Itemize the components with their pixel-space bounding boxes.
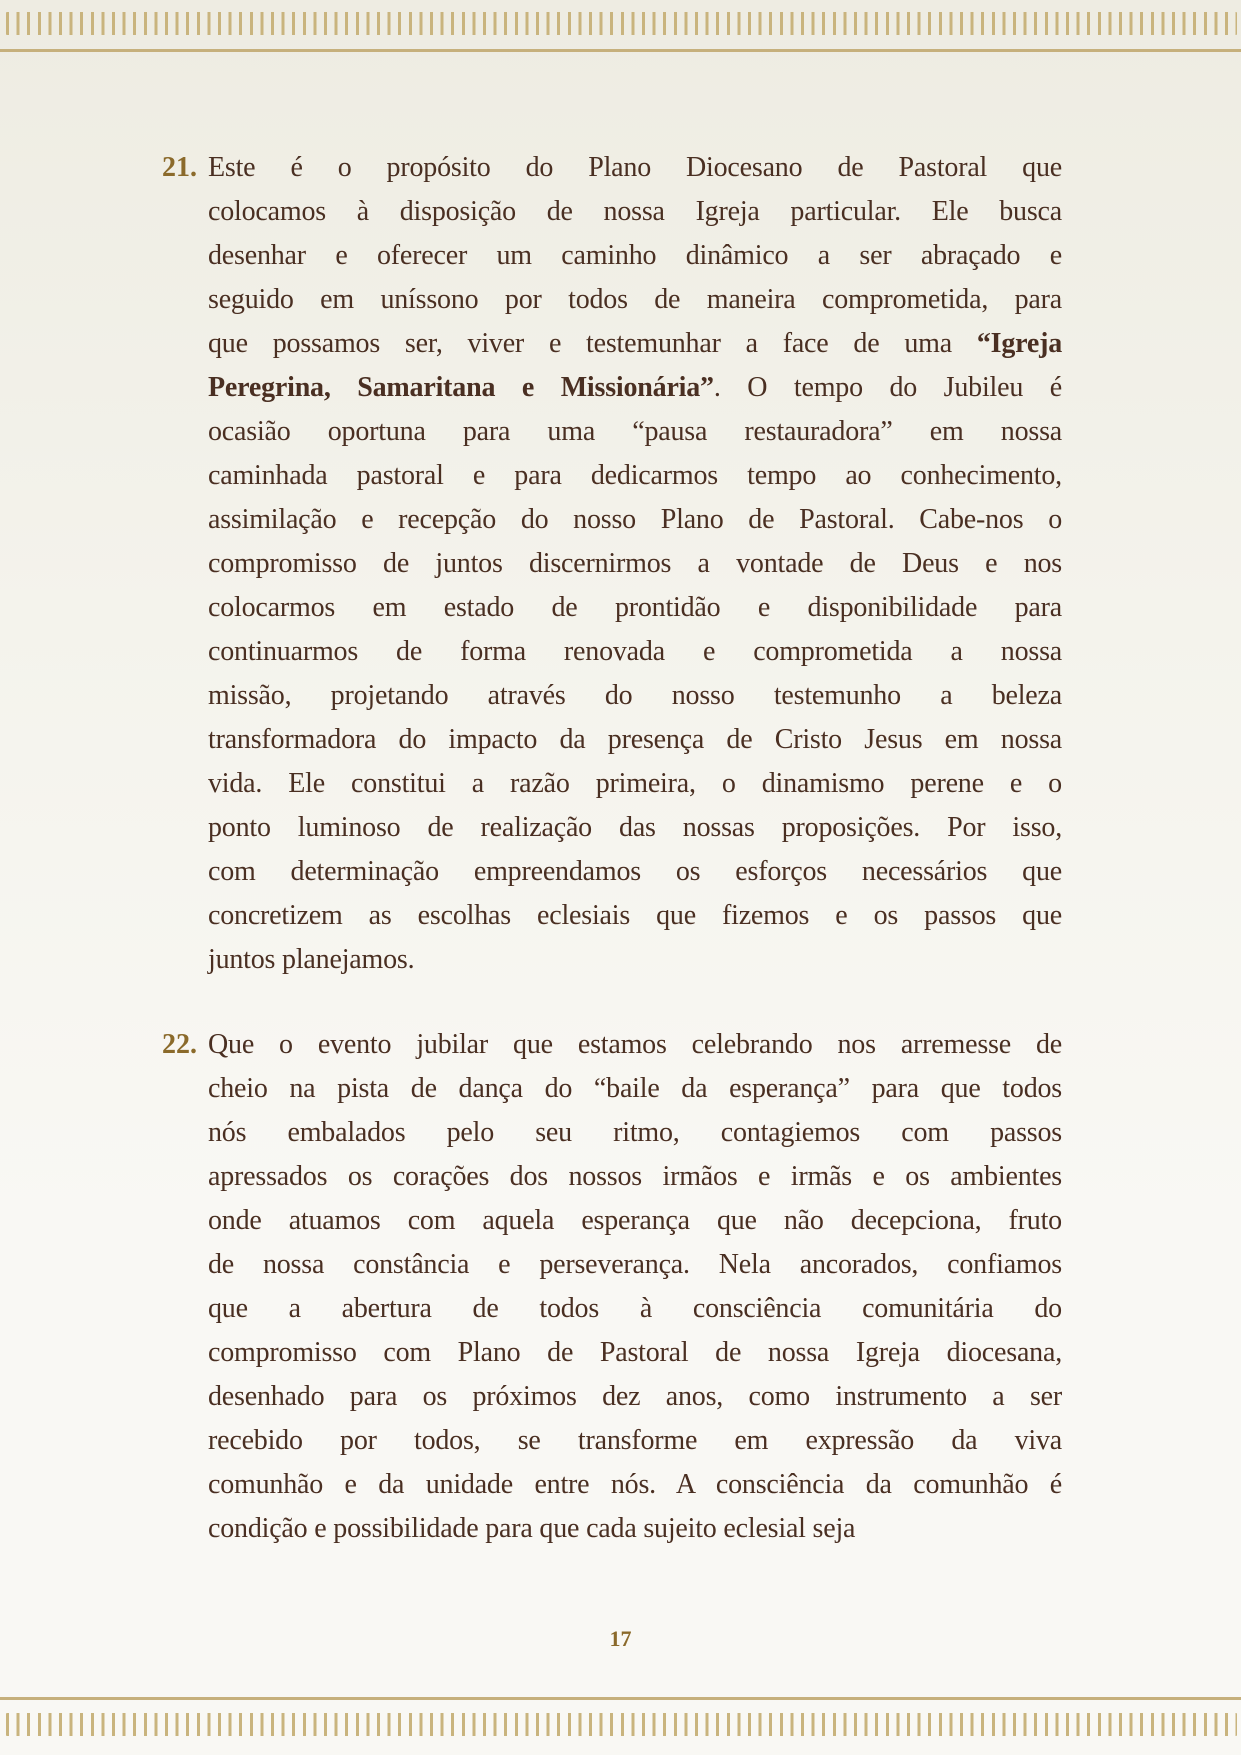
- text-line: [208, 234, 1062, 278]
- text-segment: transformadora do impacto da presença de Cristo Jesus em nossa: [208, 724, 1062, 755]
- text-segment: desenhado para os próximos dez anos, como instrumento a ser: [208, 1381, 1062, 1412]
- text-line: [208, 850, 1062, 894]
- text-segment: com determinação empreendamos os esforços necessários que: [208, 856, 1062, 887]
- text-line: [208, 146, 1062, 190]
- text-segment: Este é o propósito do Plano Diocesano de Pastoral que: [208, 152, 1062, 183]
- text-line: [208, 1419, 1062, 1463]
- text-line: [208, 1155, 1062, 1199]
- text-segment: colocarmos em estado de prontidão e disponibilidade para: [208, 592, 1062, 623]
- text-line: [208, 322, 1062, 366]
- text-segment: continuarmos de forma renovada e comprometida a nossa: [208, 636, 1062, 667]
- text-line: [208, 1375, 1062, 1419]
- text-line: [208, 278, 1062, 322]
- text-line: [208, 1331, 1062, 1375]
- text-line: [208, 718, 1062, 762]
- text-segment: compromisso de juntos discernirmos a vontade de Deus e nos: [208, 548, 1062, 579]
- text-segment: caminhada pastoral e para dedicarmos tempo ao conhecimento,: [208, 460, 1062, 491]
- text-segment: ponto luminoso de realização das nossas proposições. Por isso,: [208, 812, 1062, 843]
- text-line: [208, 454, 1062, 498]
- text-line: [208, 630, 1062, 674]
- paragraph-number: 21.: [162, 152, 197, 183]
- text-line: [208, 410, 1062, 454]
- text-line: [208, 542, 1062, 586]
- text-segment: Que o evento jubilar que estamos celebrando nos arremesse de: [208, 1029, 1062, 1060]
- text-segment: que possamos ser, viver e testemunhar a face de uma: [208, 328, 977, 359]
- text-segment: colocamos à disposição de nossa Igreja particular. Ele busca: [208, 196, 1062, 227]
- text-line: [208, 1199, 1062, 1243]
- paragraph-number: 22.: [162, 1029, 197, 1060]
- bold-emphasis: Peregrina, Samaritana e Missionária”: [208, 372, 714, 403]
- text-segment: que a abertura de todos à consciência comunitária do: [208, 1293, 1062, 1324]
- text-segment: cheio na pista de dança do “baile da esperança” para que todos: [208, 1073, 1062, 1104]
- text-line: [208, 1111, 1062, 1155]
- text-segment: condição e possibilidade para que cada sujeito eclesial seja: [208, 1513, 856, 1544]
- text-line: [208, 938, 1062, 982]
- bold-emphasis: “Igreja: [976, 328, 1062, 359]
- text-line: [208, 1243, 1062, 1287]
- text-line: [208, 1023, 1062, 1067]
- text-segment: nós embalados pelo seu ritmo, contagiemos com passos: [208, 1117, 1062, 1148]
- bottom-decorative-stripes: [6, 1713, 1237, 1736]
- text-segment: compromisso com Plano de Pastoral de nossa Igreja diocesana,: [208, 1337, 1062, 1368]
- text-line: [208, 586, 1062, 630]
- text-segment: seguido em uníssono por todos de maneira comprometida, para: [208, 284, 1062, 315]
- page-number: 17: [609, 1626, 632, 1651]
- text-line: [208, 1507, 1062, 1551]
- text-segment: comunhão e da unidade entre nós. A consciência da comunhão é: [208, 1469, 1062, 1500]
- text-line: [208, 894, 1062, 938]
- text-line: [208, 1463, 1062, 1507]
- text-line: [208, 1067, 1062, 1111]
- top-rule: [0, 49, 1241, 52]
- text-segment: ocasião oportuna para uma “pausa restauradora” em nossa: [208, 416, 1062, 447]
- text-line: [208, 1287, 1062, 1331]
- text-segment: missão, projetando através do nosso testemunho a beleza: [208, 680, 1062, 711]
- text-segment: assimilação e recepção do nosso Plano de Pastoral. Cabe-nos o: [208, 504, 1062, 535]
- text-segment: apressados os corações dos nossos irmãos e irmãs e os ambientes: [208, 1161, 1062, 1192]
- text-segment: recebido por todos, se transforme em expressão da viva: [208, 1425, 1062, 1456]
- text-segment: desenhar e oferecer um caminho dinâmico a ser abraçado e: [208, 240, 1062, 271]
- text-line: [208, 190, 1062, 234]
- text-segment: concretizem as escolhas eclesiais que fizemos e os passos que: [208, 900, 1062, 931]
- text-line: [208, 366, 1062, 410]
- top-decorative-stripes: [6, 12, 1237, 35]
- text-segment: de nossa constância e perseverança. Nela ancorados, confiamos: [208, 1249, 1062, 1280]
- text-segment: . O tempo do Jubileu é: [713, 372, 1062, 403]
- text-segment: onde atuamos com aquela esperança que não decepciona, fruto: [208, 1205, 1062, 1236]
- text-line: [208, 498, 1062, 542]
- text-segment: juntos planejamos.: [208, 944, 415, 975]
- text-line: [208, 674, 1062, 718]
- text-segment: vida. Ele constitui a razão primeira, o dinamismo perene e o: [208, 768, 1062, 799]
- text-line: [208, 762, 1062, 806]
- text-line: [208, 806, 1062, 850]
- bottom-rule: [0, 1697, 1241, 1700]
